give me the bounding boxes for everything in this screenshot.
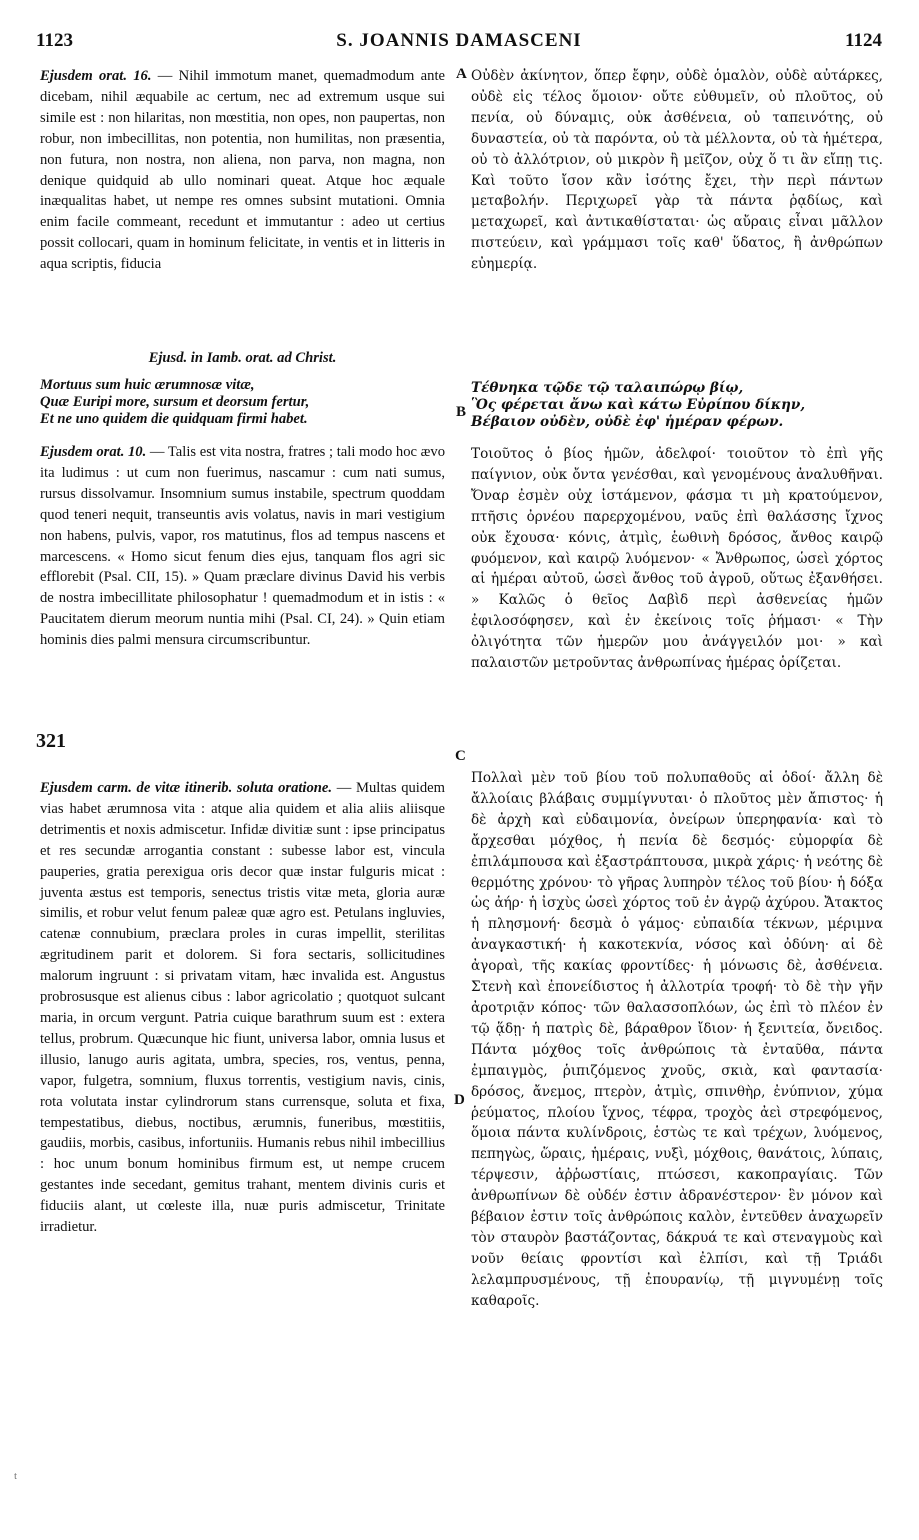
latin-block-2 <box>40 348 445 428</box>
latin-text-1: — Nihil immotum manet, quemadmodum ante dicebam, nihil æquabile ac certum, nec ad extremum usque sui simile est : non hilaritas, non mœstitia, non opes, non paupertas, non robur, non imbecillitas, non potentia, non humilitas, non præsentia, non futura, non nostra, non aliena, non parva, non magna, non denique quidquid ab ullo nominari queat. Atque hoc æquale inæqualitas habet, ut nempe res omnes subsint mutationi. Omnia enim facile commeant, recedunt et immutantur : adeo ut certius possit collocari, quam in hominum felicitate, in ventis et in litteris in aqua scriptis, fiducia <box>40 68 445 273</box>
latin-citation-3: Ejusdem orat. 10. <box>40 444 147 460</box>
greek-paragraph-1: Οὐδὲν ἀκίνητον, ὅπερ ἔφην, οὐδὲ ὁμαλὸν, οὐδὲ αὐτάρκες, οὐδὲ εἰς τέλος ὅμοιον· οὔτε εὐθυμεῖν, οὐ πλοῦτος, οὐ πενία, οὐ δύναμις, οὐκ ἀσθένεια, οὐ ταπεινότης, οὐ δυναστεία, οὐ τὰ παρόντα, οὐ τὰ μέλλοντα, οὐ τὰ ἡμέτερα, οὐ τὸ ἀλλότριον, οὐ μικρὸν ἢ μεῖζον, οὐχ ὅ τι ἂν εἴπῃ τις. Καὶ τοῦτο ἴσον κἂν ἰσότης ἔχει, τὴν περὶ πάντων μεταβολήν. Περιχωρεῖ γὰρ τὰ πάντα ῥᾳδίως, καὶ μεταχωρεῖ, καὶ ἀντικαθίσταται· ὡς αὔραις εἶναι μᾶλλον πιστεύειν, καὶ γράμμασι τοῖς καθ' ὕδατος, ἢ ἀνθρώπων εὐημερίᾳ. <box>471 68 883 273</box>
greek-block-4 <box>471 768 883 1312</box>
latin-text-3: — Talis est vita nostra, fratres ; tali modo hoc ævo ita ludimus : ut cum non fuerimus, nascamur : cum nati sumus, rursus dissolvamur. Insomnium sumus instabile, spectrum quoddam quod teneri nequit, transeuntis avis volatus, navis in mari vestigium non habens, pulvis, vapor, ros matutinus, flos ad tempus nascens et marcescens. « Homo sicut fenum dies ejus, tanquam flos agri sic efflorebit (Psal. CII, 15). » Quam præclare divinus David his verbis de nostra imbecillitate philosophatur ! quemadmodum et in istis : « Paucitatem dierum meorum nuntia mihi (Psal. CI, 24). » Quin etiam hominis dies palmi mensura circumscribuntur. <box>40 444 445 649</box>
latin-section-title: Ejusd. in Iamb. orat. ad Christ. <box>148 350 337 366</box>
latin-paragraph-3 <box>40 442 445 651</box>
page-number-left: 1123 <box>36 30 73 51</box>
greek-verse-line: Βέβαιον οὐδὲν, οὐδὲ ἐφ' ἡμέραν φέρων. <box>471 414 784 430</box>
latin-citation-1: Ejusdem orat. 16. <box>40 68 152 84</box>
latin-paragraph-1 <box>40 66 445 275</box>
latin-block-1 <box>40 66 445 275</box>
margin-marker-c: C <box>455 748 466 764</box>
page-number-right: 1124 <box>845 30 882 51</box>
margin-marker-a: A <box>456 66 467 82</box>
greek-verse <box>471 380 883 431</box>
latin-text-4: — Multas quidem vias habet ærumnosa vita : atque alia quidem et alia aliis aliisque detrimentis et noxis admiscetur. Infidæ divitiæ sunt : ipse principatus et res secundæ arrogantia constant : subesse labor est, vincula pauperies, gratia perexigua oris decor quæ instar fulguris micat : juventa æstus est temporis, senectus tristis vitæ meta, gloria auræ similis, et robur velut fenum paleæ quæ agro est. Petulans ingluvies, catenæ connubium, præclara proles in curas impellit, sterilitas ægritudinem parit et dolorem. Si fora sectaris, sollicitudines malorum ingruunt : si privatam vitam, hæc invalida est. Angustus probrosusque est alienus cibus : labor agricolatio ; quotquot sulcant maria, in orcum vergunt. Patria cuique barathrum suum est : extera tellus, probrum. Quæcunque hic fiunt, universa labor, omnia lusus et illusio, lanugo auris agitata, umbra, species, ros, ventus, penna, vapor, fulgetra, somnium, fluxus torrentis, vestigium navis, cinis, rota volutata instar cylindrorum stans currensque, soluta et fixa, tempestatibus, diebus, noctibus, ærumnis, funeribus, mœstitiis, gaudiis, morbis, casibus, infortuniis. Humanis rebus nihil imbecillius : hoc unum bonum hominibus firmum est, ut nempe crucem gestantes inde secedant, gemitus trahant, mentem divinis curis et fiduciis alant, ut cœleste illa, nuæ puris admiscetur, Trinitate irradietur. <box>40 780 445 1236</box>
margin-marker-d: D <box>454 1092 465 1108</box>
latin-citation-4: Ejusdem carm. de vitæ itinerib. soluta oratione. <box>40 780 333 796</box>
greek-verse-line: Τέθνηκα τῷδε τῷ ταλαιπώρῳ βίῳ, <box>471 380 744 396</box>
stray-mark: t <box>14 1470 18 1482</box>
latin-block-4 <box>40 778 445 1238</box>
greek-paragraph-4: Πολλαὶ μὲν τοῦ βίου τοῦ πολυπαθοῦς αἱ ὁδοί· ἄλλη δὲ ἄλλοίαις βλάβαις συμμίγνυται· ὁ πλοῦτος μὲν ἄπιστος· ἡ δὲ ἀρχὴ καὶ εὐδαιμονία, ὀνείρων ὑπερηφανία· καὶ τὸ ἄρχεσθαι μόχθος, ἡ πενία δὲ δεσμός· εὐμορφία δὲ ἐπιλάμπουσα καὶ ἐξαστράπτουσα, μικρὰ χάρις· ἡ νεότης δὲ θερμότης χρόνου· τὸ γῆρας λυπηρὸν τέλος τοῦ βίου· ἡ δόξα ὡς ἀήρ· ἡ ἰσχὺς ὡσεὶ χόρτος τοῦ ἐν ἀγρῷ ἀχύρου. Ἄτακτος ἡ πλησμονή· δεσμὰ ὁ γάμος· εὐπαιδία τέκνων, μέριμνα ἀναγκαστική· ἡ κακοτεκνία, νόσος καὶ ὀδύνη· αἱ δὲ ἀγοραὶ, τῆς κακίας φροντίδες· ἡ μόνωσις δὲ, ἀσθένεια. Στενὴ καὶ ἐπονείδιστος ἡ ἀλλοτρία τροφή· τὸ δὲ τὴν γῆν ἀροτριᾷν κόπος· τῶν θαλασσοπλόων, ὡς ἐπὶ τὸ πλέον ἐν τῷ ᾅδῃ· ἡ πατρὶς δὲ, βάραθρον ἴδιον· ἡ ξενιτεία, ὄνειδος. Πάντα μόχθος τοῖς ἀνθρώποις τὰ ἐνταῦθα, πάντα ἐμπαιγμὸς, ῥιπιζόμενος χνοῦς, σκιὰ, καὶ φαντασία· δρόσος, ἄνεμος, πτερὸν, ἀτμὶς, σπινθὴρ, ἐνύπνιον, χύμα ῥεύματος, πλοίου ἴχνος, τέφρα, τροχὸς ἀεὶ στρεφόμενος, ὅμοια πάντα κυλίνδροις, ἑστὼς τε καὶ τρέχων, λυόμενος, πεπηγὼς, ὥραις, ἡμέραις, νυξὶ, μόχθοις, θανάτοις, λύπαις, τέρψεσιν, ἀῤῥωστίαις, πτώσεσι, κακοπραγίαις. Τῶν ἀνθρωπίνων δὲ οὐδέν ἐστιν ἀδρανέστερον· ἓν μόνον καὶ βέβαιον ἐστιν τοῖς ἀνθρώποις καλὸν, ἐντεῦθεν ἀναχωρεῖν τὸν σταυρὸν βαστάζοντας, δάκρυά τε καὶ στεναγμοὺς καὶ νοῦν θείαις φροντίσι καὶ ἐλπίσι, καὶ τῇ Τριάδι λελαμπρυσμένους, τῇ ἐπουρανίῳ, τῇ μιγνυμένῃ τοῖς καθαροῖς. <box>471 770 883 1309</box>
latin-verse-line: Mortuus sum huic ærumnosæ vitæ, <box>40 376 255 393</box>
latin-verse-line: Et ne uno quidem die quidquam firmi habet. <box>40 410 308 427</box>
margin-marker-b: B <box>456 404 467 420</box>
greek-verse-line: Ὃς φέρεται ἄνω καὶ κάτω Εὐρίπου δίκην, <box>471 397 806 413</box>
latin-paragraph-4 <box>40 778 445 1238</box>
greek-block-1 <box>471 66 883 275</box>
latin-verse-line: Quæ Euripi more, sursum et deorsum fertur, <box>40 393 310 410</box>
latin-verse <box>40 377 445 428</box>
running-title: S. JOANNIS DAMASCENI <box>336 30 582 51</box>
greek-block-3 <box>471 444 883 674</box>
column-number: 321 <box>36 730 66 752</box>
page-header <box>36 30 882 56</box>
greek-paragraph-3: Τοιοῦτος ὁ βίος ἡμῶν, ἀδελφοί· τοιοῦτον τὸ ἐπὶ γῆς παίγνιον, οὐκ ὄντα γενέσθαι, καὶ γενομένους ἀναλυθῆναι. Ὄναρ ἐσμὲν οὐχ ἱστάμενον, φάσμα τι μὴ κρατούμενον, πτῆσις ὀρνέου παρερχομένου, ναῦς ἐπὶ θαλάσσης ἴχνος οὐκ ἔχουσα· κόνις, ἀτμὶς, ἑωθινὴ δρόσος, ἄνθος καιρῷ φυόμενον, καὶ καιρῷ λυόμενον· « Ἄνθρωπος, ὡσεὶ χόρτος αἱ ἡμέραι αὐτοῦ, ὡσεὶ ἄνθος τοῦ ἀγροῦ, οὕτως ἐξανθήσει. » Καλῶς ὁ θεῖος Δαβὶδ περὶ ἀσθενείας ἡμῶν ἐφιλοσόφησεν, καὶ ἐν ἐκείνοις τοῖς ῥήμασι· « Τὴν ὀλιγότητα τῶν ἡμερῶν μου ἀνάγγειλόν μοι· » καὶ παλαιστῶν μετροῦντας ἀνθρωπίνας ἡμέρας ὁρίζεται. <box>471 446 883 672</box>
greek-block-2 <box>471 380 883 431</box>
latin-block-3 <box>40 442 445 651</box>
